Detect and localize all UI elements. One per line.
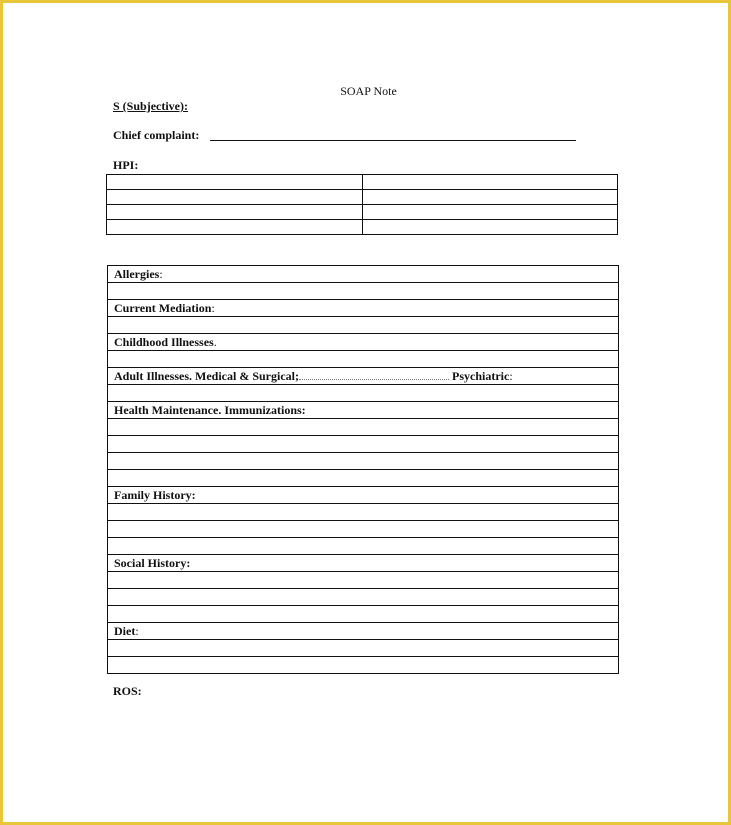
table-row: [108, 555, 619, 572]
table-row: [108, 266, 619, 283]
table-row: [108, 453, 619, 470]
chief-complaint-label: Chief complaint:: [113, 128, 200, 142]
childhood-illnesses-label: Childhood Illnesses: [114, 335, 214, 349]
hpi-table: [106, 174, 618, 235]
table-row: [108, 657, 619, 674]
history-table: [107, 265, 619, 674]
chief-complaint-field[interactable]: [210, 140, 576, 141]
table-row: [108, 504, 619, 521]
health-maintenance-entry[interactable]: [108, 470, 619, 487]
allergies-row: Allergies:: [108, 266, 619, 283]
table-row: [107, 220, 618, 235]
table-row: [108, 606, 619, 623]
table-row: [108, 538, 619, 555]
table-row: [108, 589, 619, 606]
health-maintenance-entry[interactable]: [108, 436, 619, 453]
table-row: [108, 487, 619, 504]
family-history-entry[interactable]: [108, 521, 619, 538]
table-row: [108, 334, 619, 351]
diet-entry[interactable]: [108, 640, 619, 657]
table-row: [108, 521, 619, 538]
psychiatric-label: Psychiatric: [452, 369, 510, 383]
table-row: [108, 351, 619, 368]
medication-row: Current Mediation:: [108, 300, 619, 317]
adult-illnesses-entry[interactable]: [108, 385, 619, 402]
table-row: [108, 317, 619, 334]
hpi-cell[interactable]: [362, 220, 618, 235]
hpi-label: HPI:: [113, 158, 139, 172]
table-row: [108, 436, 619, 453]
adult-illnesses-label: Adult Illnesses. Medical & Surgical;: [114, 369, 299, 383]
childhood-row: Childhood Illnesses.: [108, 334, 619, 351]
hpi-cell[interactable]: [107, 220, 363, 235]
table-row: [108, 623, 619, 640]
allergies-entry[interactable]: [108, 283, 619, 300]
hpi-cell[interactable]: [107, 175, 363, 190]
health-maintenance-row: [108, 402, 619, 419]
social-history-entry[interactable]: [108, 589, 619, 606]
table-row: [108, 368, 619, 385]
childhood-entry[interactable]: [108, 351, 619, 368]
table-row: [107, 205, 618, 220]
diet-entry[interactable]: [108, 657, 619, 674]
social-history-entry[interactable]: [108, 606, 619, 623]
adult-illnesses-row: Adult Illnesses. Medical & Surgical; Psychiatric:: [108, 368, 619, 385]
table-row: [108, 470, 619, 487]
allergies-label: Allergies: [114, 267, 160, 281]
table-row: [108, 283, 619, 300]
subjective-heading: S (Subjective):: [113, 99, 188, 113]
health-maintenance-entry[interactable]: [108, 453, 619, 470]
diet-label: Diet: [114, 624, 136, 638]
family-history-row: [108, 487, 619, 504]
diet-row: Diet:: [108, 623, 619, 640]
document-title: SOAP Note: [340, 84, 397, 98]
social-history-row: [108, 555, 619, 572]
table-row: [108, 300, 619, 317]
table-row: [107, 175, 618, 190]
table-row: [108, 419, 619, 436]
medication-entry[interactable]: [108, 317, 619, 334]
hpi-cell[interactable]: [362, 205, 618, 220]
hpi-cell[interactable]: [362, 190, 618, 205]
family-history-entry[interactable]: [108, 504, 619, 521]
social-history-label: Social History:: [114, 556, 191, 570]
table-row: [108, 640, 619, 657]
health-maintenance-label: Health Maintenance. Immunizations:: [114, 403, 306, 417]
social-history-entry[interactable]: [108, 572, 619, 589]
hpi-cell[interactable]: [107, 205, 363, 220]
ros-label: ROS:: [113, 684, 142, 698]
table-row: [107, 190, 618, 205]
adult-illnesses-blank[interactable]: [299, 369, 449, 380]
table-row: [108, 385, 619, 402]
family-history-entry[interactable]: [108, 538, 619, 555]
hpi-cell[interactable]: [362, 175, 618, 190]
family-history-label: Family History:: [114, 488, 196, 502]
table-row: [108, 572, 619, 589]
medication-label: Current Mediation: [114, 301, 212, 315]
health-maintenance-entry[interactable]: [108, 419, 619, 436]
table-row: [108, 402, 619, 419]
hpi-cell[interactable]: [107, 190, 363, 205]
